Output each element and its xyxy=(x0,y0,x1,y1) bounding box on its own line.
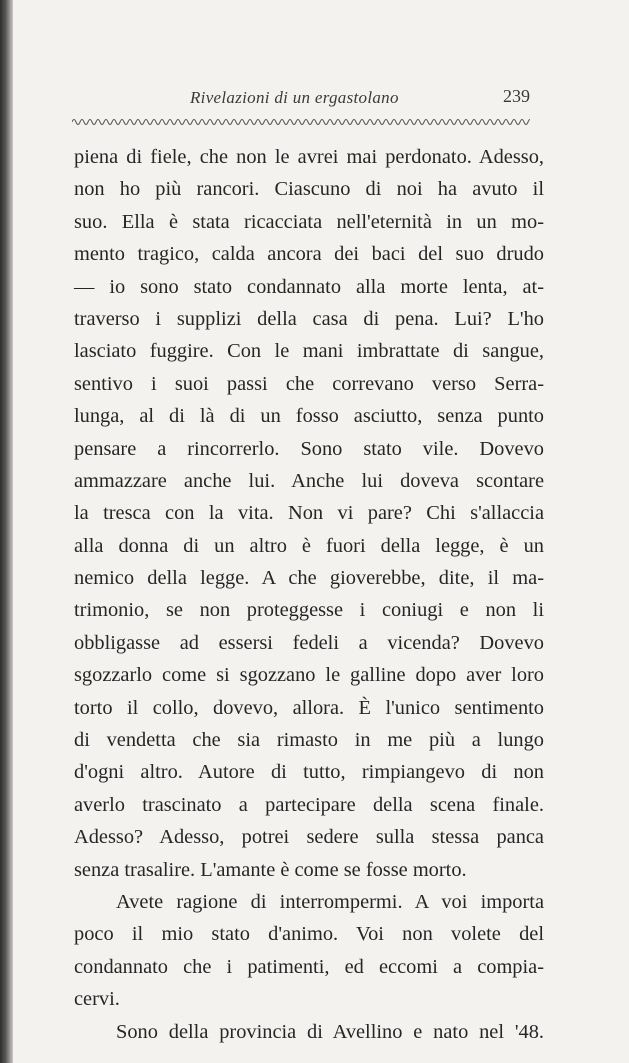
page-number: 239 xyxy=(503,86,530,106)
text-line: Sono della provincia di Avellino e nato nel '48. xyxy=(116,1020,544,1043)
text-line: poco il mio stato d'animo. Voi non volete del xyxy=(74,923,544,946)
text-line: torto il collo, dovevo, allora. È l'unico sentimento xyxy=(74,696,544,719)
text-line: piena di fiele, che non le avrei mai perdonato. Adesso, xyxy=(74,146,544,168)
text-line: lunga, al di là di un fosso asciutto, senza punto xyxy=(74,405,544,428)
body-text xyxy=(74,141,544,1048)
text-line: averlo trascinato a partecipare della scena finale. xyxy=(74,793,544,816)
text-line: alla donna di un altro è fuori della legge, è un xyxy=(74,534,544,557)
text-line: — io sono stato condannato alla morte lenta, at- xyxy=(74,275,544,298)
running-title: Rivelazioni di un ergastolano xyxy=(190,88,399,107)
text-line: senza trasalire. L'amante è come se fosse morto. xyxy=(74,858,467,881)
text-line: cervi. xyxy=(74,988,120,1011)
text-line: lasciato fuggire. Con le mani imbrattate di sangue, xyxy=(74,340,544,363)
text-line: mento tragico, calda ancora dei baci del suo drudo xyxy=(74,243,544,266)
paragraph-2 xyxy=(74,886,544,1016)
paragraph-1 xyxy=(74,141,544,886)
text-line: ammazzare anche lui. Anche lui doveva scontare xyxy=(74,469,544,492)
text-line: non ho più rancori. Ciascuno di noi ha avuto il xyxy=(74,178,544,201)
text-line: trimonio, se non proteggesse i coniugi e non li xyxy=(74,599,544,622)
text-line: di vendetta che sia rimasto in me più a lungo xyxy=(74,729,544,752)
text-line: suo. Ella è stata ricacciata nell'eternità in un mo- xyxy=(74,210,544,233)
text-line: d'ogni altro. Autore di tutto, rimpiangevo di non xyxy=(74,761,544,784)
text-line: Avete ragione di interrompermi. A voi importa xyxy=(116,890,544,913)
text-line: pensare a rincorrerlo. Sono stato vile. Dovevo xyxy=(74,437,544,460)
text-line: sentivo i suoi passi che correvano verso Serra- xyxy=(74,372,544,395)
text-line: Adesso? Adesso, potrei sedere sulla stessa panca xyxy=(74,826,544,849)
text-line: condannato che i patimenti, ed eccomi a compia- xyxy=(74,955,544,978)
text-line: sgozzarlo come si sgozzano le galline dopo aver loro xyxy=(74,664,544,687)
text-line: traverso i supplizi della casa di pena. Lui? L'ho xyxy=(74,307,544,330)
page-header xyxy=(190,88,535,118)
book-binding-shadow xyxy=(0,0,13,1063)
text-line: obbligasse ad essersi fedeli a vicenda? Dovevo xyxy=(74,631,544,654)
text-line: nemico della legge. A che gioverebbe, dite, il ma- xyxy=(74,567,544,590)
text-line: la tresca con la vita. Non vi pare? Chi s'allaccia xyxy=(74,502,544,525)
paragraph-3 xyxy=(74,1016,544,1048)
wavy-rule-ornament xyxy=(72,116,530,128)
